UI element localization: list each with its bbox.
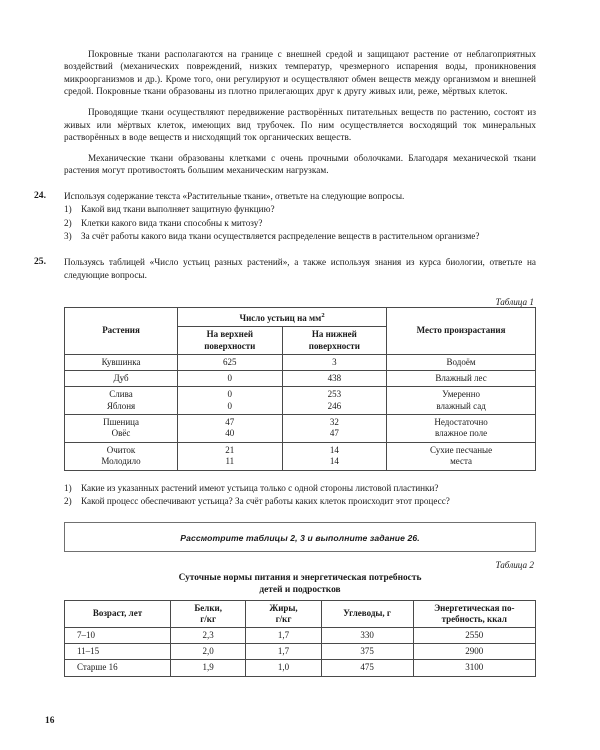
- table-header-row: [65, 600, 536, 627]
- cell-proteins: 1,9: [170, 660, 245, 676]
- question-text: Какие из указанных растений имеют устьица только с одной стороны листовой пластинки?: [81, 482, 439, 493]
- question-text: Какой вид ткани выполняет защитную функцию?: [81, 204, 275, 215]
- cell-place-value: Умеренно влажный сад: [387, 387, 536, 415]
- instruction-callout-box: [64, 522, 536, 552]
- paragraph-cover-tissues: Покровные ткани располагаются на границе с внешней средой и защищают растение от неблагоприятных воздействий (механических повреждений, низких температур, чрезмерного испарения воды, проникновения микроорганизмов и др.). Кроме того, они регулируют и осуществляют обмен веществ между организмом и внешней средой. Покровные ткани образованы из плотно прилегающих друг к другу живых или, реже, мёртвых клеток.: [64, 49, 536, 97]
- cell-energy: 2550: [413, 628, 535, 644]
- cell-upper-value: 625: [178, 354, 283, 370]
- table-1-label: Таблица 1: [495, 297, 534, 308]
- header-age: Возраст, лет: [65, 600, 171, 627]
- header-fats: Жиры, г/кг: [246, 600, 321, 627]
- cell-plant-name: Дуб: [65, 371, 178, 387]
- cell-upper-value: 21 11: [178, 442, 283, 470]
- page-number: 16: [45, 716, 55, 726]
- cell-proteins: 2,0: [170, 644, 245, 660]
- question-text: Клетки какого вида ткани способны к митозу?: [81, 217, 263, 228]
- question-marker: 2): [64, 217, 72, 228]
- header-energy-requirement: Энергетическая по- требность, ккал: [413, 600, 535, 627]
- task-24-lead: Используя содержание текста «Растительные ткани», ответьте на следующие вопросы.: [64, 190, 405, 201]
- cell-carbohydrates: 330: [321, 628, 413, 644]
- question-marker: 1): [64, 204, 72, 215]
- cell-energy: 3100: [413, 660, 535, 676]
- cell-fats: 1,7: [246, 628, 321, 644]
- nutrition-table-body: [65, 628, 536, 677]
- table-header-row-1: [65, 308, 536, 327]
- instruction-callout-text: Рассмотрите таблицы 2, 3 и выполните задание 26.: [180, 532, 420, 543]
- question-text: За счёт работы какого вида ткани осуществляется распределение веществ в растительном организме?: [81, 231, 480, 242]
- cell-lower-value: 3: [282, 354, 387, 370]
- task-25-question-list: [64, 482, 536, 508]
- header-stomata-count-text: Число устьиц на мм: [239, 313, 322, 324]
- stomata-table-head: [65, 308, 536, 355]
- question-marker: 3): [64, 231, 72, 242]
- question-marker: 2): [64, 496, 72, 507]
- table-row: [65, 371, 536, 387]
- cell-plant-name: Пшеница Овёс: [65, 415, 178, 443]
- task-24-question-list: [64, 203, 536, 243]
- task-25-question-2: [64, 495, 536, 508]
- cell-carbohydrates: 475: [321, 660, 413, 676]
- nutrition-norms-table: [64, 600, 536, 677]
- task-24-question-1: [64, 203, 536, 216]
- cell-upper-value: 0 0: [178, 387, 283, 415]
- question-text: Какой процесс обеспечивают устьица? За счёт работы каких клеток происходит этот процесс?: [81, 496, 450, 507]
- cell-place-value: Недостаточно влажное поле: [387, 415, 536, 443]
- stomata-table-body: [65, 354, 536, 470]
- task-25-lead: Пользуясь таблицей «Число устьиц разных растений», а также используя знания из курса биологии, ответьте на следующие вопросы.: [64, 257, 536, 280]
- intro-text-block: [64, 48, 536, 177]
- cell-fats: 1,7: [246, 644, 321, 660]
- table-2-title: Суточные нормы питания и энергетическая потребность детей и подростков: [178, 572, 422, 596]
- cell-place-value: Водоём: [387, 354, 536, 370]
- task-25-body: [64, 256, 536, 281]
- header-proteins: Белки, г/кг: [170, 600, 245, 627]
- cell-carbohydrates: 375: [321, 644, 413, 660]
- cell-age: Старше 16: [65, 660, 171, 676]
- task-24-question-2: [64, 217, 536, 230]
- cell-plant-name: Кувшинка: [65, 354, 178, 370]
- task-24-question-3: [64, 230, 536, 243]
- header-stomata-count-superscript: 2: [321, 312, 325, 320]
- paragraph-mechanical-tissues: Механические ткани образованы клетками с очень прочными оболочками. Благодаря механической ткани растения могут противостоять большим механическим нагрузкам.: [64, 152, 536, 176]
- cell-age: 7–10: [65, 628, 171, 644]
- cell-plant-name: Слива Яблоня: [65, 387, 178, 415]
- task-24-number: 24.: [34, 189, 46, 201]
- task-25-number: 25.: [34, 256, 46, 268]
- table-row: [65, 387, 536, 415]
- cell-lower-value: 253 246: [282, 387, 387, 415]
- cell-energy: 2900: [413, 644, 535, 660]
- nutrition-table-head: [65, 600, 536, 627]
- cell-upper-value: 0: [178, 371, 283, 387]
- cell-lower-value: 32 47: [282, 415, 387, 443]
- table-row: [65, 644, 536, 660]
- cell-lower-value: 438: [282, 371, 387, 387]
- cell-age: 11–15: [65, 644, 171, 660]
- stomata-table: [64, 307, 536, 470]
- header-plants: Растения: [65, 308, 178, 355]
- task-25: [34, 256, 536, 281]
- header-carbohydrates: Углеводы, г: [321, 600, 413, 627]
- table-2-label: Таблица 2: [495, 559, 534, 570]
- header-lower-surface: На нижней поверхности: [282, 327, 387, 354]
- cell-plant-name: Очиток Молодило: [65, 442, 178, 470]
- paragraph-conductive-tissues: Проводящие ткани осуществляют передвижение растворённых питательных веществ по растению, состоят из живых или мёртвых клеток, имеющих вид трубочек. По ним осуществляется восходящий ток минеральных растворённых в воде веществ и нисходящий ток органических веществ.: [64, 107, 536, 142]
- table-row: [65, 415, 536, 443]
- cell-place-value: Сухие песчаные места: [387, 442, 536, 470]
- task-25-question-1: [64, 482, 536, 495]
- header-growth-place: Место произрастания: [387, 308, 536, 355]
- task-24-body: [64, 190, 536, 243]
- table-row: [65, 660, 536, 676]
- cell-proteins: 2,3: [170, 628, 245, 644]
- cell-fats: 1,0: [246, 660, 321, 676]
- header-stomata-count: [178, 308, 387, 327]
- table-row: [65, 442, 536, 470]
- header-upper-surface: На верхней поверхности: [178, 327, 283, 354]
- table-row: [65, 354, 536, 370]
- task-24: [34, 189, 536, 243]
- question-marker: 1): [64, 482, 72, 493]
- table-row: [65, 628, 536, 644]
- cell-upper-value: 47 40: [178, 415, 283, 443]
- cell-lower-value: 14 14: [282, 442, 387, 470]
- cell-place-value: Влажный лес: [387, 371, 536, 387]
